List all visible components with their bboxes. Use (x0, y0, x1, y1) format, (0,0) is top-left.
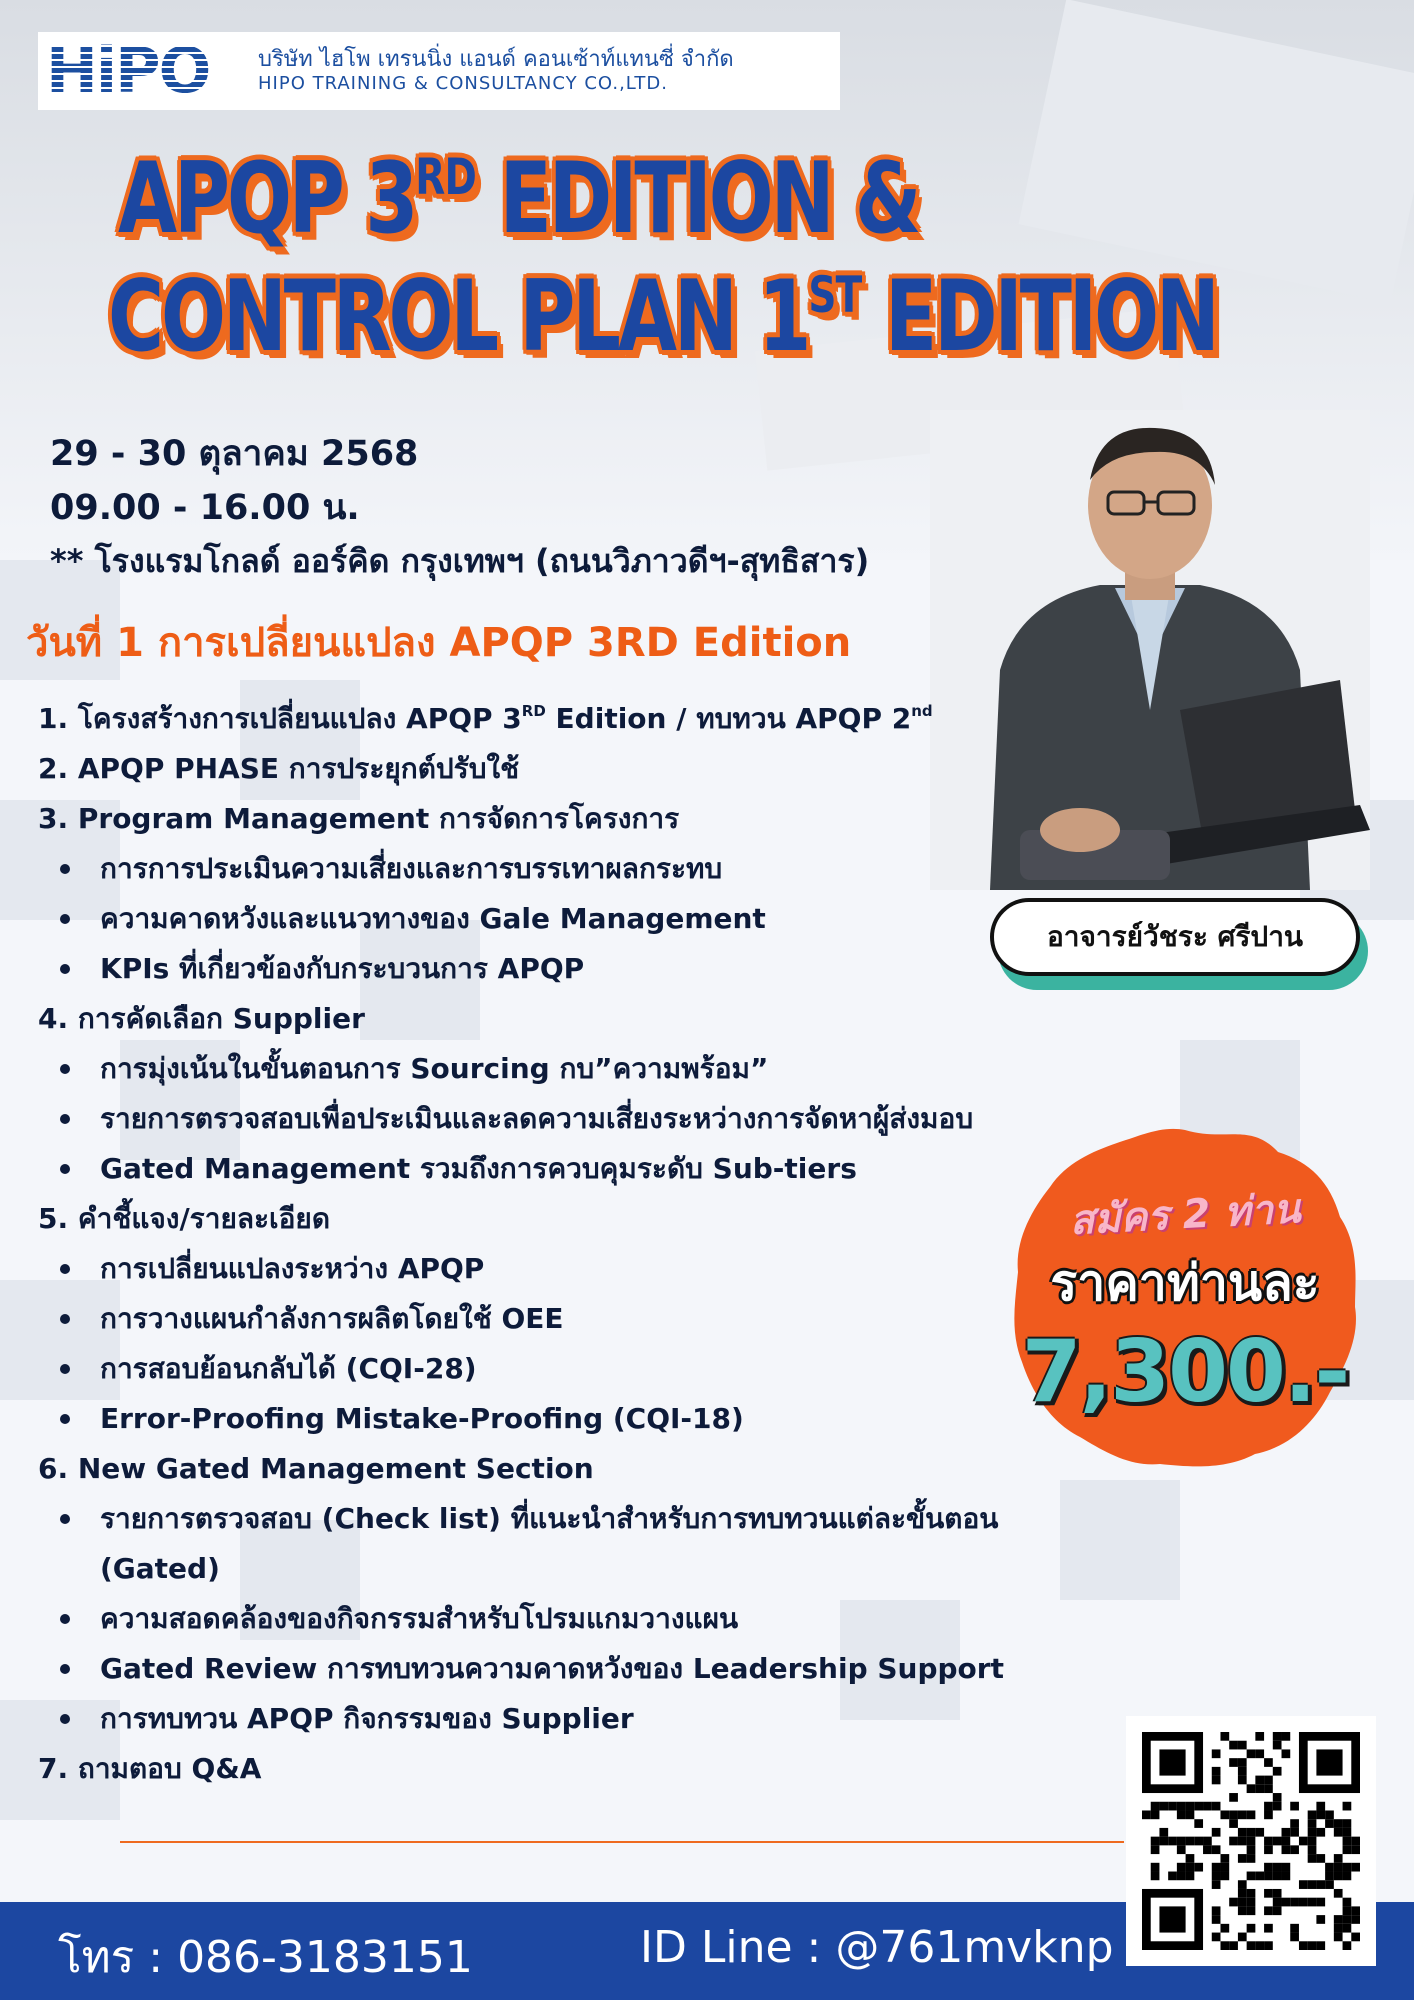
qr-module (1343, 1924, 1352, 1933)
qr-module (1334, 1819, 1343, 1828)
qr-module (1238, 1810, 1247, 1819)
agenda-subitem-text: Gated Review การทบทวนความคาดหวังของ Leadership Support (100, 1652, 1004, 1685)
qr-module (1168, 1872, 1177, 1881)
qr-module (1325, 1863, 1334, 1872)
qr-module (1282, 1732, 1291, 1741)
qr-module (1273, 1889, 1282, 1898)
company-thai-name: บริษัท ไฮโพ เทรนนิ่ง แอนด์ คอนเซ้าท์แทนซี่ จำกัด (258, 47, 734, 72)
agenda-subitem (38, 1044, 1148, 1094)
qr-module (1238, 1776, 1247, 1785)
qr-module (1247, 1924, 1256, 1933)
qr-module (1255, 1828, 1264, 1837)
title-2-main: CONTROL PLAN 1 (108, 260, 809, 374)
qr-module (1212, 1828, 1221, 1837)
qr-module (1273, 1898, 1282, 1907)
qr-module (1264, 1872, 1273, 1881)
qr-module (1177, 1845, 1186, 1854)
agenda-subitem-text: การมุ่งเน้นในขั้นตอนการ Sourcing กบ”ความพร้อม” (100, 1052, 769, 1085)
contact-line-id[interactable]: ID Line : @761mvknp (640, 1922, 1114, 1973)
qr-module (1212, 1802, 1221, 1811)
qr-module (1343, 1906, 1352, 1915)
bullet-icon (60, 1064, 70, 1074)
qr-module (1290, 1845, 1299, 1854)
qr-module (1168, 1837, 1177, 1846)
qr-module (1151, 1837, 1160, 1846)
qr-module (1264, 1889, 1273, 1898)
qr-module (1299, 1898, 1308, 1907)
qr-module (1334, 1872, 1343, 1881)
qr-module (1334, 1915, 1343, 1924)
qr-module (1282, 1837, 1291, 1846)
qr-module (1282, 1828, 1291, 1837)
qr-module (1247, 1810, 1256, 1819)
qr-module (1308, 1837, 1317, 1846)
qr-module (1282, 1872, 1291, 1881)
qr-module (1247, 1828, 1256, 1837)
title-1-tail: EDITION & (476, 142, 919, 256)
qr-module (1203, 1837, 1212, 1846)
qr-module (1273, 1872, 1282, 1881)
event-venue: ** โรงแรมโกลด์ ออร์คิด กรุงเทพฯ (ถนนวิภาวดีฯ-สุทธิสาร) (50, 542, 870, 580)
qr-module (1343, 1802, 1352, 1811)
agenda-subitem (38, 1594, 1148, 1644)
bullet-icon (60, 914, 70, 924)
qr-module (1151, 1802, 1160, 1811)
agenda-subitem (38, 1344, 1148, 1394)
qr-module (1264, 1845, 1273, 1854)
qr-module (1238, 1741, 1247, 1750)
qr-module (1264, 1784, 1273, 1793)
qr-module (1212, 1863, 1221, 1872)
qr-module (1238, 1889, 1247, 1898)
qr-module (1299, 1837, 1308, 1846)
qr-module (1229, 1758, 1238, 1767)
qr-module (1290, 1924, 1299, 1933)
qr-module (1316, 1915, 1325, 1924)
qr-module (1168, 1802, 1177, 1811)
qr-module (1186, 1810, 1195, 1819)
bullet-icon (60, 1114, 70, 1124)
qr-module (1325, 1872, 1334, 1881)
event-time: 09.00 - 16.00 น. (50, 488, 360, 528)
agenda-subitem-text: รายการตรวจสอบ (Check list) ที่แนะนำสำหรับการทบทวนแต่ละขั้นตอน (Gated) (100, 1502, 999, 1585)
qr-finder (1159, 1749, 1185, 1775)
qr-module (1351, 1837, 1360, 1846)
qr-module (1264, 1802, 1273, 1811)
qr-module (1343, 1828, 1352, 1837)
qr-module (1308, 1880, 1317, 1889)
contact-phone[interactable]: โทร : 086-3183151 (58, 1932, 473, 1983)
qr-module (1229, 1898, 1238, 1907)
qr-module (1308, 1898, 1317, 1907)
qr-module (1159, 1837, 1168, 1846)
hipo-logo-mark: HiPO (46, 40, 246, 102)
qr-module (1334, 1933, 1343, 1942)
qr-module (1299, 1941, 1308, 1950)
qr-module (1264, 1776, 1273, 1785)
qr-module (1203, 1845, 1212, 1854)
qr-module (1247, 1889, 1256, 1898)
qr-module (1273, 1863, 1282, 1872)
bullet-icon (60, 1664, 70, 1674)
agenda-subitem (38, 844, 1148, 894)
footer-divider (120, 1841, 1124, 1843)
qr-module (1247, 1784, 1256, 1793)
qr-module (1142, 1810, 1151, 1819)
agenda-subitem (38, 1394, 1148, 1444)
qr-module (1343, 1872, 1352, 1881)
qr-module (1334, 1854, 1343, 1863)
qr-module (1177, 1863, 1186, 1872)
qr-module (1229, 1741, 1238, 1750)
agenda-subitem-text: การวางแผนกำลังการผลิตโดยใช้ OEE (100, 1302, 564, 1335)
qr-module (1290, 1819, 1299, 1828)
qr-module (1212, 1880, 1221, 1889)
agenda-subitem-text: ความสอดคล้องของกิจกรรมสำหรับโปรมแกมวางแผน (100, 1602, 739, 1635)
qr-module (1238, 1880, 1247, 1889)
qr-module (1238, 1837, 1247, 1846)
agenda-subitem-text: Gated Management รวมถึงการควบคุมระดับ Sub-tiers (100, 1152, 857, 1185)
qr-module (1212, 1933, 1221, 1942)
agenda-subitem-text: KPIs ที่เกี่ยวข้องกับกระบวนการ APQP (100, 952, 585, 985)
agenda-item-4: 4. การคัดเลือก Supplier (38, 1002, 365, 1035)
qr-module (1264, 1863, 1273, 1872)
course-title-line-1 (118, 142, 919, 256)
qr-module (1212, 1915, 1221, 1924)
badge-per-person-text: ราคาท่านละ (1050, 1254, 1320, 1312)
qr-module (1343, 1819, 1352, 1828)
qr-module (1308, 1810, 1317, 1819)
bullet-icon (60, 1364, 70, 1374)
company-english-name: HIPO TRAINING & CONSULTANCY CO.,LTD. (258, 73, 668, 95)
bullet-icon (60, 964, 70, 974)
qr-module (1316, 1810, 1325, 1819)
qr-module (1229, 1793, 1238, 1802)
qr-module (1264, 1924, 1273, 1933)
qr-module (1316, 1802, 1325, 1811)
agenda-item-1-mid: Edition / ทบทวน APQP 2 (545, 702, 912, 735)
title-1-superscript: RD (415, 148, 477, 206)
day-1-heading: วันที่ 1 การเปลี่ยนแปลง APQP 3RD Edition (26, 620, 852, 666)
qr-module (1255, 1776, 1264, 1785)
qr-module (1159, 1802, 1168, 1811)
qr-code-icon[interactable] (1126, 1716, 1376, 1966)
title-1-main: APQP 3 (118, 142, 416, 256)
qr-module (1308, 1828, 1317, 1837)
qr-module (1238, 1854, 1247, 1863)
qr-module (1194, 1802, 1203, 1811)
qr-module (1220, 1872, 1229, 1881)
qr-module (1238, 1758, 1247, 1767)
qr-finder (1159, 1906, 1185, 1932)
qr-module (1151, 1845, 1160, 1854)
qr-module (1159, 1828, 1168, 1837)
qr-module (1247, 1837, 1256, 1846)
agenda-subitem-text: ความคาดหวังและแนวทางของ Gale Management (100, 902, 766, 935)
qr-module (1238, 1828, 1247, 1837)
agenda-subitem (38, 1694, 1148, 1744)
qr-module (1212, 1872, 1221, 1881)
qr-module (1351, 1933, 1360, 1942)
agenda-subitem-text: รายการตรวจสอบเพื่อประเมินและลดความเสี่ยงระหว่างการจัดหาผู้ส่งมอบ (100, 1102, 974, 1135)
qr-module (1316, 1880, 1325, 1889)
qr-module (1351, 1906, 1360, 1915)
qr-module (1325, 1810, 1334, 1819)
agenda-subitem (38, 1244, 1148, 1294)
qr-module (1238, 1767, 1247, 1776)
qr-module (1177, 1837, 1186, 1846)
title-2-superscript: ST (808, 266, 862, 324)
agenda-subitem (38, 1294, 1148, 1344)
qr-module (1290, 1802, 1299, 1811)
agenda-item-1-sup: RD (521, 702, 546, 720)
qr-module (1343, 1863, 1352, 1872)
qr-module (1229, 1941, 1238, 1950)
qr-module (1229, 1819, 1238, 1828)
qr-module (1186, 1837, 1195, 1846)
qr-module (1247, 1872, 1256, 1881)
qr-finder (1316, 1749, 1342, 1775)
bullet-icon (60, 1314, 70, 1324)
qr-module (1177, 1810, 1186, 1819)
qr-module (1212, 1749, 1221, 1758)
agenda-item-6: 6. New Gated Management Section (38, 1452, 594, 1485)
agenda-item-2: 2. APQP PHASE การประยุกต์ปรับใช้ (38, 752, 520, 785)
qr-module (1334, 1828, 1343, 1837)
title-2-tail: EDITION (861, 260, 1217, 374)
qr-module (1334, 1889, 1343, 1898)
bullet-icon (60, 1414, 70, 1424)
qr-module (1273, 1837, 1282, 1846)
qr-module (1316, 1828, 1325, 1837)
agenda-subitem-text: การเปลี่ยนแปลงระหว่าง APQP (100, 1252, 485, 1285)
qr-module (1351, 1915, 1360, 1924)
qr-module (1194, 1863, 1203, 1872)
qr-module (1247, 1898, 1256, 1907)
agenda-subitem (38, 1494, 1118, 1594)
qr-module (1343, 1898, 1352, 1907)
bullet-icon (60, 1264, 70, 1274)
qr-module (1316, 1898, 1325, 1907)
bullet-icon (60, 864, 70, 874)
agenda-item-1 (38, 686, 1148, 744)
qr-module (1238, 1933, 1247, 1942)
qr-module (1273, 1793, 1282, 1802)
qr-module (1282, 1898, 1291, 1907)
bullet-icon (60, 1714, 70, 1724)
qr-module (1255, 1732, 1264, 1741)
qr-module (1282, 1749, 1291, 1758)
qr-module (1247, 1906, 1256, 1915)
qr-module (1212, 1776, 1221, 1785)
qr-module (1220, 1924, 1229, 1933)
qr-module (1212, 1906, 1221, 1915)
qr-module (1186, 1863, 1195, 1872)
agenda-item-1-text: 1. โครงสร้างการเปลี่ยนแปลง APQP 3 (38, 702, 522, 735)
qr-module (1264, 1941, 1273, 1950)
company-logo (38, 32, 840, 110)
qr-module (1273, 1906, 1282, 1915)
qr-module (1290, 1898, 1299, 1907)
agenda-item-3: 3. Program Management การจัดการโครงการ (38, 802, 680, 835)
qr-module (1343, 1915, 1352, 1924)
qr-module (1325, 1880, 1334, 1889)
qr-module (1220, 1732, 1229, 1741)
qr-module (1247, 1845, 1256, 1854)
qr-module (1255, 1872, 1264, 1881)
qr-module (1282, 1845, 1291, 1854)
qr-module (1273, 1732, 1282, 1741)
qr-module (1316, 1854, 1325, 1863)
qr-module (1325, 1819, 1334, 1828)
qr-module (1186, 1802, 1195, 1811)
qr-module (1264, 1906, 1273, 1915)
course-title-line-2 (108, 260, 1217, 374)
qr-module (1247, 1854, 1256, 1863)
agenda-subitem-text: การสอบย้อนกลับได้ (CQI-28) (100, 1352, 477, 1385)
qr-module (1343, 1941, 1352, 1950)
agenda-subitem-text: Error-Proofing Mistake-Proofing (CQI-18) (100, 1402, 744, 1435)
agenda-subitem (38, 1144, 1148, 1194)
qr-module (1151, 1863, 1160, 1872)
qr-module (1299, 1880, 1308, 1889)
qr-module (1255, 1941, 1264, 1950)
qr-module (1220, 1941, 1229, 1950)
agenda-subitem-text: การการประเมินความเสี่ยงและการบรรเทาผลกระทบ (100, 852, 723, 885)
qr-module (1343, 1837, 1352, 1846)
agenda-item-1-sup2: nd (911, 702, 933, 720)
qr-module (1220, 1863, 1229, 1872)
price-badge (1010, 1122, 1360, 1472)
agenda-item-7: 7. ถามตอบ Q&A (38, 1752, 262, 1785)
instructor-name: อาจารย์วัชระ ศรีปาน (990, 898, 1360, 976)
agenda-subitem-text: การทบทวน APQP กิจกรรมของ Supplier (100, 1702, 634, 1735)
qr-module (1273, 1767, 1282, 1776)
qr-module (1194, 1819, 1203, 1828)
qr-module (1203, 1802, 1212, 1811)
event-date: 29 - 30 ตุลาคม 2568 (50, 434, 419, 474)
qr-module (1238, 1898, 1247, 1907)
qr-module (1247, 1749, 1256, 1758)
qr-module (1290, 1828, 1299, 1837)
bullet-icon (60, 1614, 70, 1624)
qr-module (1229, 1810, 1238, 1819)
qr-module (1255, 1749, 1264, 1758)
qr-code-pattern (1142, 1732, 1360, 1950)
qr-module (1273, 1741, 1282, 1750)
qr-module (1282, 1863, 1291, 1872)
qr-module (1186, 1872, 1195, 1881)
qr-module (1308, 1941, 1317, 1950)
qr-module (1177, 1802, 1186, 1811)
agenda-item-5: 5. คำชี้แจง/รายละเอียด (38, 1202, 331, 1235)
qr-module (1308, 1854, 1317, 1863)
agenda-subitem (38, 1644, 1148, 1694)
qr-module (1151, 1810, 1160, 1819)
qr-module (1273, 1802, 1282, 1811)
qr-module (1290, 1933, 1299, 1942)
bullet-icon (60, 1164, 70, 1174)
bullet-icon (60, 1514, 70, 1524)
qr-module (1264, 1758, 1273, 1767)
qr-module (1264, 1810, 1273, 1819)
qr-module (1308, 1819, 1317, 1828)
agenda-subitem (38, 894, 1148, 944)
qr-module (1255, 1784, 1264, 1793)
agenda-list (38, 686, 1148, 1794)
qr-module (1177, 1872, 1186, 1881)
qr-module (1334, 1924, 1343, 1933)
qr-module (1212, 1767, 1221, 1776)
qr-module (1316, 1941, 1325, 1950)
instructor-name-tag (990, 898, 1368, 990)
qr-module (1194, 1837, 1203, 1846)
qr-module (1186, 1854, 1195, 1863)
qr-module (1151, 1872, 1160, 1881)
qr-module (1351, 1845, 1360, 1854)
agenda-subitem (38, 1094, 1118, 1144)
qr-module (1238, 1906, 1247, 1915)
qr-module (1334, 1863, 1343, 1872)
qr-module (1220, 1810, 1229, 1819)
qr-module (1264, 1837, 1273, 1846)
qr-module (1229, 1837, 1238, 1846)
qr-module (1247, 1941, 1256, 1950)
qr-module (1212, 1845, 1221, 1854)
badge-price: 7,300.- (1021, 1322, 1349, 1422)
qr-module (1343, 1845, 1352, 1854)
qr-module (1220, 1854, 1229, 1863)
badge-apply-text: สมัคร 2 ท่าน (1068, 1185, 1302, 1245)
qr-module (1351, 1863, 1360, 1872)
qr-module (1308, 1845, 1317, 1854)
agenda-subitem (38, 944, 1148, 994)
